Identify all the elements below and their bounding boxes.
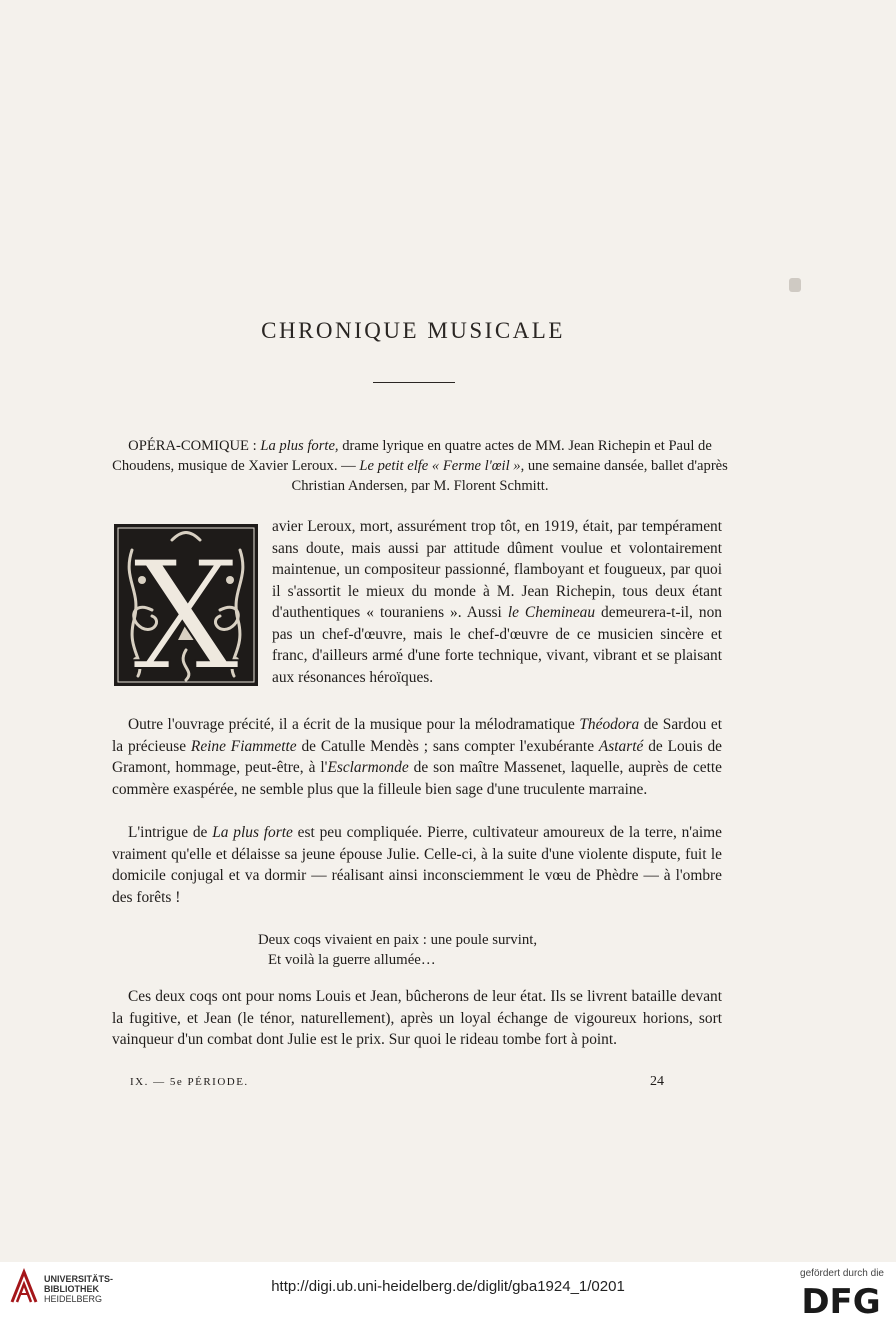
library-line-3: HEIDELBERG [44,1294,103,1304]
text-run: demeurera-t-il, non pas un chef-d'œuvre, mais le chef-d'œuvre de ce musicien sincère et franc, d'ailleurs armé d'une forte technique, vivant, vibrant et se plaisant aux résonances héroïques. [272,604,722,686]
text-run: , une semaine dansée, ballet d'après Christian Andersen, par M. Florent Schmitt. [291,458,728,494]
page-title: CHRONIQUE MUSICALE [261,318,565,343]
text-run: Ces deux coqs ont pour noms Louis et Jean, bûcherons de leur état. Ils se livrent bataille devant la fugitive, et Jean (le ténor, naturellement), après un loyal échange de vigoureux horions, sort vainqueur d'un combat dont Julie est le prix. Sur quoi le rideau tombe fort à point. [112,988,722,1048]
text-run: de son maître Massenet, laquelle, auprès de cette commère exaspérée, ne semble plus que la filleule bien sage d'une truculente marraine. [112,759,722,798]
text-run: de Catulle Mendès ; sans compter l'exubérante [296,737,599,755]
page-number: 24 [650,1074,664,1089]
italic-text: La plus forte, [260,438,339,454]
permalink-url[interactable]: http://digi.ub.uni-heidelberg.de/diglit/gba1924_1/0201 [271,1278,625,1295]
scan-mark [789,278,801,292]
text-run: Outre l'ouvrage précité, il a écrit de la musique pour la mélodramatique [128,716,580,733]
text-run: L'intrigue de [128,824,213,841]
verse-line-1: Deux coqs vivaient en paix : une poule survint, [258,932,538,948]
initial-letter: X [132,530,240,688]
italic-text: Esclarmonde [327,759,409,776]
funding-note: gefördert durch die [800,1268,884,1279]
text-run: OPÉRA-COMIQUE : [128,438,261,454]
italic-text: La plus forte [212,824,293,841]
text-run: de Sardou et la précieuse [112,716,722,755]
ornamental-initial-x [112,520,260,688]
verse-line-2: Et voilà la guerre allumée… [268,952,436,968]
article-summary [112,436,728,496]
italic-text: Le petit elfe « Ferme l'œil » [359,458,521,474]
dfg-logo-icon[interactable] [798,1282,884,1318]
text-run: drame lyrique en quatre actes de MM. Jean Richepin et Paul de Choudens, musique de Xavier Leroux. — [112,438,712,474]
text-run: avier Leroux, mort, assurément trop tôt, en 1919, était, par tempérament sans doute, mais aussi par attitude dûment voulue et volontairement maintenue, un compositeur passionné, flamboyant et fougueux, par quoi il s'assortit le mieux du monde à M. Jean Richepin, tous deux étant d'authentiques « touraniens ». Aussi [272,518,722,621]
italic-text: Théodora [579,716,640,733]
library-line-2: BIBLIOTHEK [44,1284,99,1294]
italic-text: le Chemineau [507,604,596,621]
paragraph-3 [112,822,722,908]
paragraph-2 [112,714,722,800]
paragraph-1 [272,516,722,688]
text-run: est peu compliquée. Pierre, cultivateur amoureux de la terre, n'aime vraiment qu'elle et délaisse sa jeune épouse Julie. Celle-ci, à la suite d'une violente dispute, fuit le domicile conjugal et va dormir — réalisant ainsi inconsciemment le vœu de Phèdre — à l'ombre des forêts ! [112,824,722,906]
title-rule [373,382,455,383]
italic-text: Astarté [598,737,644,755]
viewer-footer-bar [0,1262,896,1324]
italic-text: Reine Fiammette [190,737,297,755]
issue-label: IX. — 5e PÉRIODE. [130,1076,249,1088]
paragraph-4 [112,986,722,1051]
library-line-1: UNIVERSITÄTS- [44,1274,114,1284]
text-run: de Louis de Gramont, hommage, peut-être, à l' [112,737,722,776]
funder-name: DFG [801,1282,881,1318]
